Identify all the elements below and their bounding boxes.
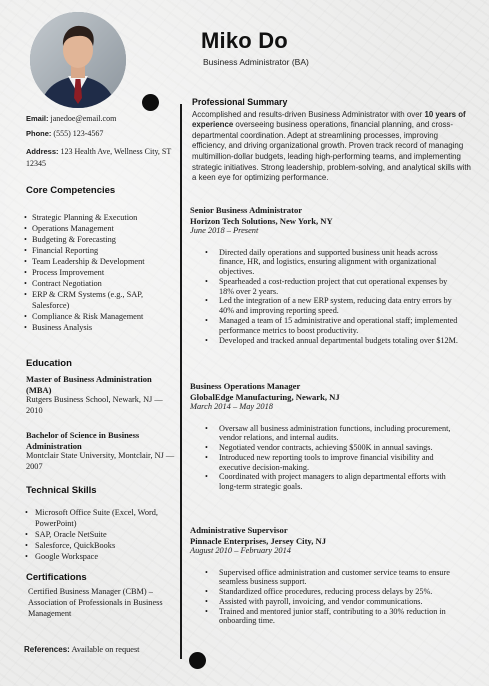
degree: Bachelor of Science in Business Administration xyxy=(26,430,140,451)
list-item: • Assisted with payroll, invoicing, and vendor communications. xyxy=(190,597,460,607)
contact-phone xyxy=(26,128,176,140)
address-label: Address: xyxy=(26,147,59,156)
skills-heading: Technical Skills xyxy=(26,485,97,496)
professional-summary xyxy=(192,97,474,184)
list-item: • Business Analysis xyxy=(24,322,174,333)
list-item: • Strategic Planning & Execution xyxy=(24,212,174,223)
list-item: • Developed and tracked annual departmental budgets totaling over $12M. xyxy=(190,336,460,346)
list-item: • Compliance & Risk Management xyxy=(24,311,174,322)
decorative-dot-top xyxy=(142,94,159,111)
school: Rutgers Business School, Newark, NJ — 2010 xyxy=(26,395,163,415)
job-dates: June 2018 – Present xyxy=(190,226,259,235)
list-item: • Negotiated vendor contracts, achieving $500K in annual savings. xyxy=(190,443,460,453)
list-item: • Oversaw all business administration functions, including procurement, vendor relations, and internal audits. xyxy=(190,424,460,444)
list-item: • Team Leadership & Development xyxy=(24,256,174,267)
experience-entry xyxy=(190,381,476,492)
list-item: • Directed daily operations and supported business unit heads across finance, HR, and logistics, ensuring alignment with organizational objectives. xyxy=(190,248,460,277)
list-item: • Financial Reporting xyxy=(24,245,174,256)
summary-heading: Professional Summary xyxy=(192,97,288,107)
school: Montclair State University, Montclair, NJ — 2007 xyxy=(26,451,175,471)
job-title: Administrative Supervisor xyxy=(190,525,288,535)
job-bullets xyxy=(190,248,476,346)
list-item: • Process Improvement xyxy=(24,267,174,278)
list-item: • Microsoft Office Suite (Excel, Word, PowerPoint) xyxy=(24,507,164,529)
competencies-heading: Core Competencies xyxy=(26,185,116,196)
job-title: Senior Business Administrator xyxy=(190,205,303,215)
candidate-title: Business Administrator (BA) xyxy=(203,57,309,67)
list-item: • Contract Negotiation xyxy=(24,278,174,289)
email-value: janedoe@email.com xyxy=(50,114,117,123)
list-item: • Led the integration of a new ERP system, reducing data entry errors by 40% and improving reporting speed. xyxy=(190,296,460,316)
skills-list xyxy=(24,507,164,562)
list-item: • Coordinated with project managers to align departmental efforts with long-term strategic goals. xyxy=(190,472,460,492)
decorative-dot-bottom xyxy=(189,652,206,669)
list-item: • Managed a team of 15 administrative and operational staff; implemented performance metrics to boost productivity. xyxy=(190,316,460,336)
references-line xyxy=(24,645,139,654)
list-item: • Spearheaded a cost-reduction project that cut operational expenses by 18% over 2 years. xyxy=(190,277,460,297)
job-dates: March 2014 – May 2018 xyxy=(190,402,273,411)
job-company: Pinnacle Enterprises, Jersey City, NJ xyxy=(190,535,327,546)
list-item: • SAP, Oracle NetSuite xyxy=(24,529,164,540)
degree: Master of Business Administration (MBA) xyxy=(26,374,152,395)
list-item: • ERP & CRM Systems (e.g., SAP, Salesforce) xyxy=(24,289,174,311)
address-value: 123 Health Ave, Wellness City, ST 12345 xyxy=(26,147,172,168)
summary-post: overseeing business operations, financial planning, and cross-departmental coordination. Adept at streamlining processes, improving efficiency, and driving organizational growth. Proven track record of managing multimillion-dollar budgets, leading high-performing teams, and implementing strategic initiatives. Strong leadership, problem-solving, and analytical skills with a keen eye for optimizing performance. xyxy=(192,120,471,183)
references-label: References: xyxy=(24,645,70,654)
candidate-name: Miko Do xyxy=(201,28,288,53)
competencies-list xyxy=(24,212,174,333)
education-heading: Education xyxy=(26,358,72,369)
phone-value: (555) 123-4567 xyxy=(53,129,104,138)
job-bullets xyxy=(190,424,476,493)
column-divider xyxy=(180,104,182,659)
certification-text: Certified Business Manager (CBM) – Association of Professionals in Business Management xyxy=(28,587,163,618)
job-company: GlobalEdge Manufacturing, Newark, NJ xyxy=(190,391,340,402)
phone-label: Phone: xyxy=(26,129,52,138)
education-entry xyxy=(26,430,176,472)
list-item: • Operations Management xyxy=(24,223,174,234)
experience-entry xyxy=(190,205,476,345)
summary-pre: Accomplished and results-driven Business Administrator with over xyxy=(192,109,425,119)
list-item: • Introduced new reporting tools to improve financial visibility and executive decision-making. xyxy=(190,453,460,473)
certifications-heading: Certifications xyxy=(26,572,87,583)
job-company: Horizon Tech Solutions, New York, NY xyxy=(190,215,333,226)
email-label: Email: xyxy=(26,114,49,123)
summary-highlight: 10 years of experience xyxy=(192,109,466,130)
contact-email xyxy=(26,113,176,125)
summary-text xyxy=(192,110,474,184)
list-item: • Standardized office procedures, reducing process delays by 25%. xyxy=(190,587,460,597)
list-item: • Salesforce, QuickBooks xyxy=(24,540,164,551)
contact-address xyxy=(26,146,176,170)
job-bullets xyxy=(190,568,476,627)
job-title: Business Operations Manager xyxy=(190,381,301,391)
references-value: Available on request xyxy=(71,645,140,654)
list-item: • Supervised office administration and customer service teams to ensure seamless business support. xyxy=(190,568,460,588)
job-dates: August 2010 – February 2014 xyxy=(190,546,291,555)
list-item: • Trained and mentored junior staff, contributing to a 30% reduction in onboarding time. xyxy=(190,607,460,627)
education-entry xyxy=(26,374,176,416)
list-item: • Google Workspace xyxy=(24,551,164,562)
experience-entry xyxy=(190,525,476,626)
list-item: • Budgeting & Forecasting xyxy=(24,234,174,245)
profile-photo xyxy=(30,12,126,108)
